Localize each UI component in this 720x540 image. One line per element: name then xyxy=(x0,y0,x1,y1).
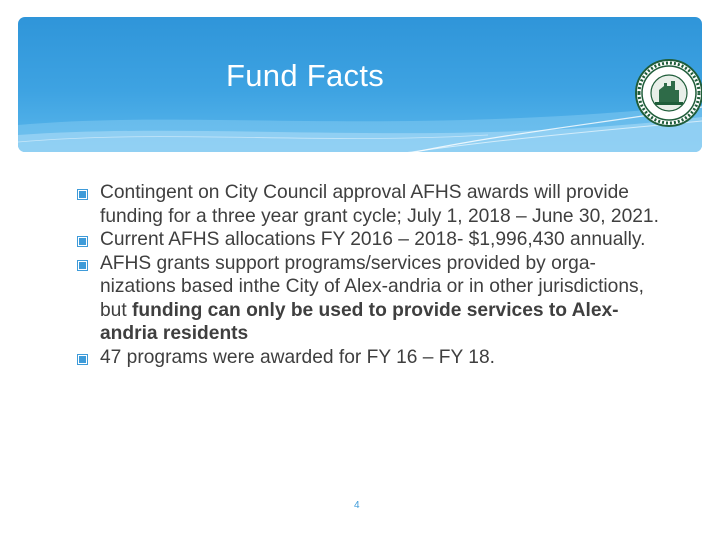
square-bullet-icon xyxy=(78,237,87,246)
bullet-item xyxy=(78,228,668,252)
bullet-text: Contingent on City Council approval AFHS awards will provide funding for a three year grant cycle; July 1, 2018 – June 30, 2021. xyxy=(100,182,659,227)
bullet-item xyxy=(78,181,668,228)
bullet-text: AFHS grants support programs/services provided by orga-nizations based inthe City of Alex-andria or in other jurisdictions, but xyxy=(100,252,644,321)
square-bullet-icon xyxy=(78,190,87,199)
square-bullet-icon xyxy=(78,261,87,270)
bullet-text: 47 programs were awarded for FY 16 – FY 18. xyxy=(100,346,495,368)
slide-title: Fund Facts xyxy=(226,58,385,93)
bullet-list xyxy=(78,181,668,369)
bullet-text: Current AFHS allocations FY 2016 – 2018- $1,996,430 annually. xyxy=(100,229,646,250)
city-of-alexandria-seal-icon xyxy=(635,59,702,127)
bullet-item xyxy=(78,252,668,346)
bullet-item xyxy=(78,346,668,370)
square-bullet-icon xyxy=(78,355,87,364)
bullet-bold-text: funding can only be used to provide services to Alex-andria residents xyxy=(100,299,619,344)
page-number: 4 xyxy=(354,500,360,511)
